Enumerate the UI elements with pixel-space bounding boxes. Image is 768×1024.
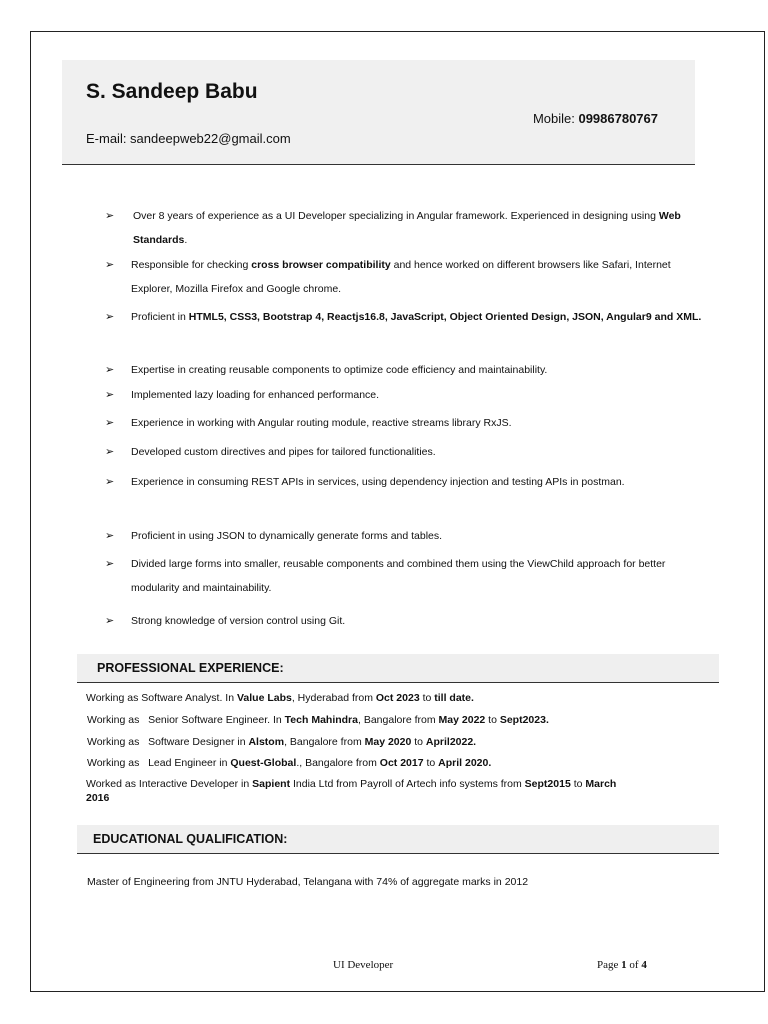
summary-text: Divided large forms into smaller, reusable components and combined them using the ViewChild approach for better modularity and maintainability. xyxy=(131,558,666,594)
summary-item xyxy=(105,524,705,548)
company-name: Alstom xyxy=(248,736,285,748)
entry-text: , Bangalore from xyxy=(284,736,365,748)
entry-text: Working as Lead Engineer in xyxy=(87,757,231,769)
summary-item xyxy=(105,358,705,382)
entry-text: to xyxy=(411,736,426,748)
arrow-bullet-icon: ➢ xyxy=(105,615,115,627)
arrow-bullet-icon: ➢ xyxy=(105,476,115,488)
summary-item xyxy=(105,204,705,252)
entry-text: Working as Software Designer in xyxy=(87,736,249,748)
page-current: 1 xyxy=(621,959,627,971)
section-title: PROFESSIONAL EXPERIENCE: xyxy=(97,661,284,675)
resume-page xyxy=(30,31,765,992)
end-date: April 2020. xyxy=(438,757,492,769)
start-date: May 2020 xyxy=(364,736,412,748)
arrow-bullet-icon: ➢ xyxy=(105,210,115,222)
summary-text: Expertise in creating reusable components to optimize code efficiency and maintainability. xyxy=(131,364,548,376)
company-name: Value Labs xyxy=(236,692,292,704)
summary-text: Strong knowledge of version control using Git. xyxy=(131,615,346,627)
summary-text: Over 8 years of experience as a UI Developer specializing in Angular framework. Experienced in designing using xyxy=(133,210,659,222)
experience-entry xyxy=(87,756,687,770)
start-date: Oct 2017 xyxy=(379,757,424,769)
education-text: Master of Engineering from JNTU Hyderabad, Telangana with 74% of aggregate marks in 2012 xyxy=(87,876,529,888)
mobile-number: 09986780767 xyxy=(578,111,658,126)
summary-text: Proficient in xyxy=(131,311,189,323)
arrow-bullet-icon: ➢ xyxy=(105,446,115,458)
page-of: of xyxy=(626,959,642,971)
summary-text: Responsible for checking xyxy=(131,259,252,271)
arrow-bullet-icon: ➢ xyxy=(105,530,115,542)
entry-text: Worked as Interactive Developer in xyxy=(86,778,253,790)
section-title: EDUCATIONAL QUALIFICATION: xyxy=(93,832,288,846)
start-date: Oct 2023 xyxy=(375,692,420,704)
footer-role: UI Developer xyxy=(333,959,394,971)
email-line: E-mail: sandeepweb22@gmail.com xyxy=(86,131,291,146)
summary-item xyxy=(105,609,705,633)
educational-qualification-heading xyxy=(77,825,719,854)
experience-entry xyxy=(87,713,687,727)
summary-item xyxy=(105,383,705,407)
page-number xyxy=(597,959,647,971)
summary-text-end: and hence worked on different browsers like Safari, Internet Explorer, Mozilla Firefox and Google chrome. xyxy=(131,259,671,295)
summary-bold: HTML5, CSS3, Bootstrap 4, Reactjs16.8, JavaScript, Object Oriented Design, JSON, Angular9 and XML. xyxy=(188,311,702,323)
candidate-name: S. Sandeep Babu xyxy=(86,80,258,103)
entry-text: Working as Software Analyst. In xyxy=(86,692,237,704)
entry-text: to xyxy=(485,714,500,726)
entry-text: ., Bangalore from xyxy=(296,757,380,769)
end-date: March 2016 xyxy=(86,778,617,804)
mobile-label: Mobile: xyxy=(532,111,579,126)
arrow-bullet-icon: ➢ xyxy=(105,364,115,376)
summary-text: Developed custom directives and pipes for tailored functionalities. xyxy=(131,446,436,458)
end-date: till date. xyxy=(434,692,474,704)
summary-item xyxy=(105,468,705,496)
summary-text: Implemented lazy loading for enhanced performance. xyxy=(131,389,380,401)
summary-text: Proficient in using JSON to dynamically generate forms and tables. xyxy=(131,530,443,542)
arrow-bullet-icon: ➢ xyxy=(105,417,115,429)
entry-text: to xyxy=(419,692,435,704)
summary-bold: cross browser compatibility xyxy=(251,259,391,271)
start-date: Sept2015 xyxy=(524,778,571,790)
end-date: April2022. xyxy=(425,736,477,748)
page-label: Page xyxy=(597,959,622,971)
entry-text: to xyxy=(570,778,586,790)
professional-experience-heading xyxy=(77,654,719,683)
arrow-bullet-icon: ➢ xyxy=(105,311,115,323)
entry-text: , Bangalore from xyxy=(358,714,439,726)
company-name: Tech Mahindra xyxy=(284,714,358,726)
summary-text-end: . xyxy=(184,234,188,246)
entry-text: to xyxy=(423,757,439,769)
company-name: Sapient xyxy=(252,778,291,790)
summary-item xyxy=(105,253,705,301)
summary-text: Experience in working with Angular routing module, reactive streams library RxJS. xyxy=(131,417,512,429)
summary-text: Experience in consuming REST APIs in services, using dependency injection and testing APIs in postman. xyxy=(131,476,625,488)
arrow-bullet-icon: ➢ xyxy=(105,259,115,271)
entry-text: , Hyderabad from xyxy=(291,692,376,704)
experience-entry xyxy=(86,777,626,805)
end-date: Sept2023. xyxy=(499,714,549,726)
page-total: 4 xyxy=(641,959,647,971)
start-date: May 2022 xyxy=(438,714,486,726)
entry-text: India Ltd from Payroll of Artech info systems from xyxy=(290,778,525,790)
mobile-line xyxy=(533,111,658,126)
resume-header xyxy=(62,60,695,165)
summary-item xyxy=(105,552,705,600)
arrow-bullet-icon: ➢ xyxy=(105,389,115,401)
entry-text: Working as Senior Software Engineer. In xyxy=(87,714,285,726)
experience-entry xyxy=(86,691,686,705)
summary-item xyxy=(105,411,705,435)
summary-item xyxy=(105,305,705,329)
experience-entry xyxy=(87,735,687,749)
summary-item xyxy=(105,440,705,464)
company-name: Quest-Global xyxy=(230,757,297,769)
summary-bold: Web Standards xyxy=(133,210,681,246)
arrow-bullet-icon: ➢ xyxy=(105,558,115,570)
